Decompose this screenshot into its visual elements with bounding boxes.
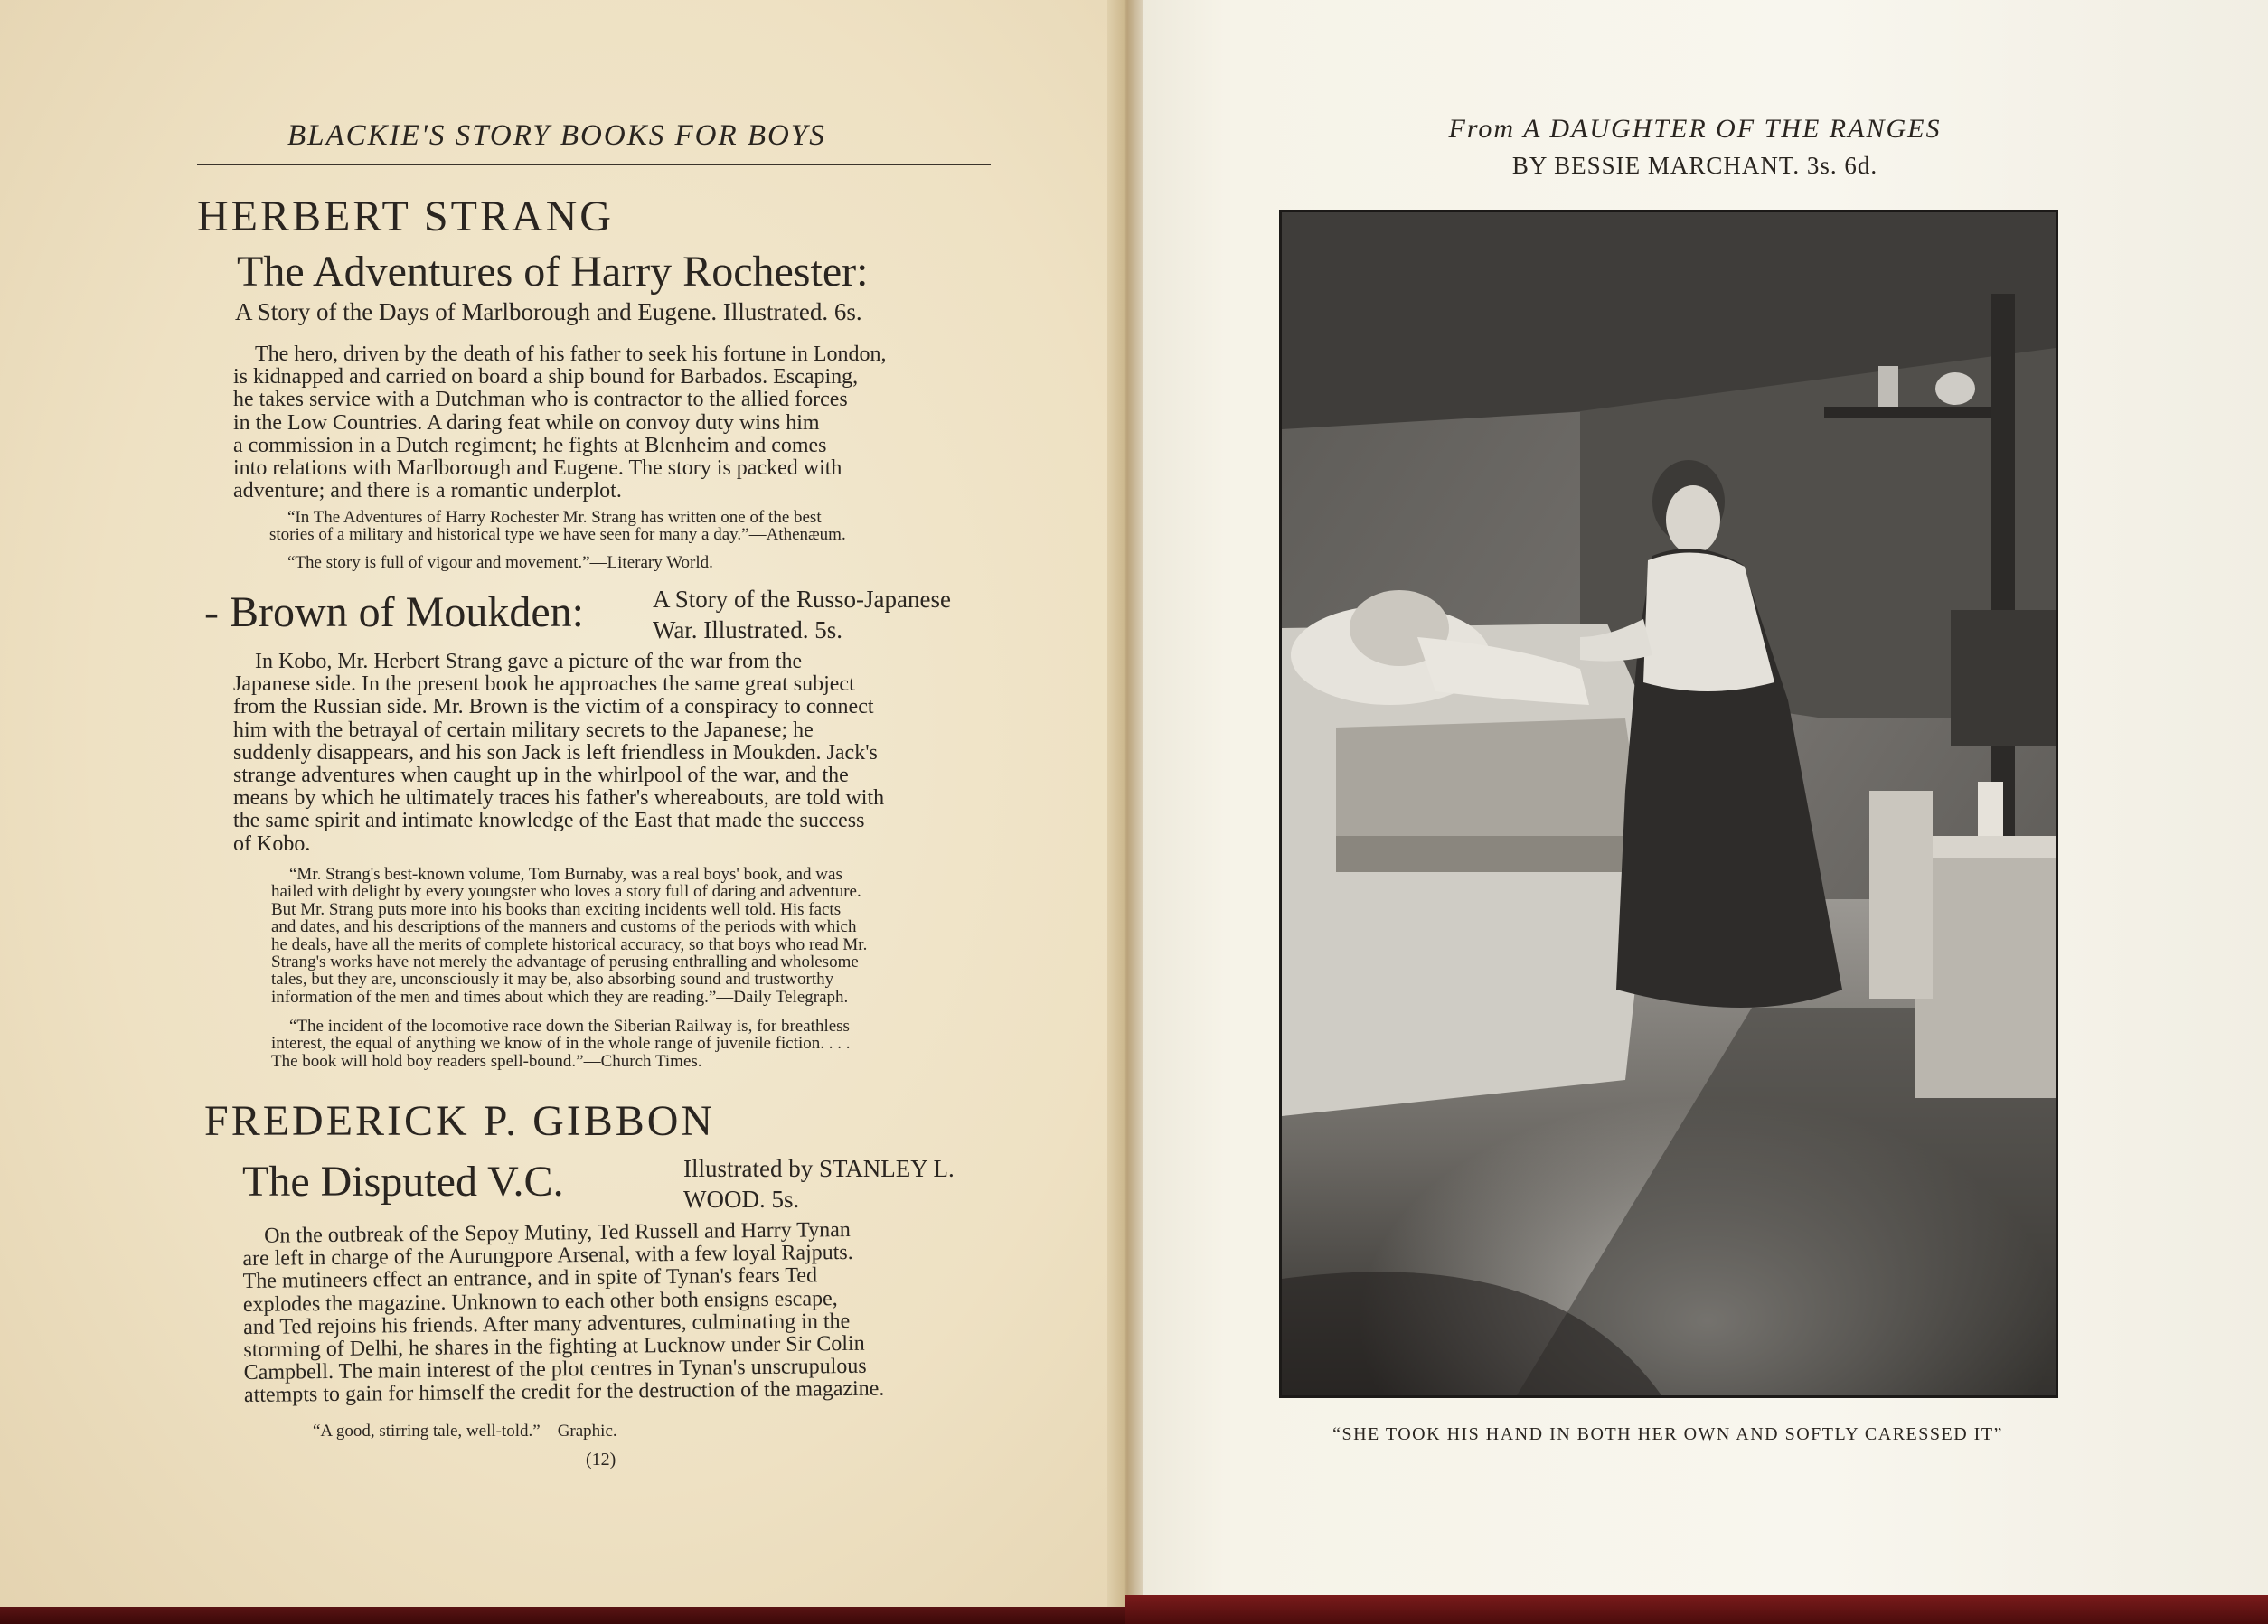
blurb-line: attempts to gain for himself the credit for the destruction of the magazine. (243, 1376, 885, 1408)
book-subtitle: WOOD. 5s. (683, 1186, 800, 1213)
review-quote (271, 866, 1000, 1006)
review-quote (269, 509, 998, 544)
book-blurb (233, 343, 996, 502)
review-line: “The incident of the locomotive race down the Siberian Railway is, for breathless (289, 1017, 850, 1036)
review-line: Strang's works have not merely the advantage of perusing enthralling and wholesome (271, 953, 859, 972)
book-subtitle: War. Illustrated. 5s. (653, 616, 843, 643)
blurb-line: Campbell. The main interest of the plot centres in Tynan's unscrupulous (243, 1354, 867, 1385)
blurb-line: he takes service with a Dutchman who is contractor to the allied forces (233, 388, 848, 412)
review-line: But Mr. Strang puts more into his books than exciting incidents well told. His facts (271, 899, 842, 919)
blurb-line: storming of Delhi, he shares in the fighting at Lucknow under Sir Colin (243, 1331, 865, 1363)
book-gutter (1107, 0, 1143, 1624)
book-blurb (242, 1217, 1003, 1407)
book-title: The Disputed V.C. (242, 1158, 564, 1206)
blurb-line: are left in charge of the Aurungpore Arsenal, with a few loyal Rajputs. (242, 1241, 853, 1272)
book-title: - Brown of Moukden: (204, 588, 584, 636)
running-head: BLACKIE'S STORY BOOKS FOR BOYS (287, 119, 826, 152)
illustration-image (1282, 212, 2056, 1395)
author-heading: HERBERT STRANG (197, 192, 614, 240)
review-line: he deals, have all the merits of complete historical accuracy, so that boys who read Mr. (271, 934, 868, 954)
review-quote: “A good, stirring tale, well-told.”—Graphic. (313, 1422, 617, 1441)
page-number: (12) (586, 1450, 616, 1469)
cover-edge-left (0, 1607, 1125, 1624)
blurb-line: of Kobo. (233, 831, 311, 856)
blurb-line: in the Low Countries. A daring feat while on convoy duty wins him (233, 410, 820, 435)
blurb-line: from the Russian side. Mr. Brown is the victim of a conspiracy to connect (233, 695, 874, 719)
review-quote (269, 554, 998, 571)
blurb-line: The mutineers effect an entrance, and in spite of Tynan's fears Ted (242, 1263, 818, 1294)
review-line: “The story is full of vigour and movement.”—Literary World. (287, 553, 713, 572)
blurb-line: suddenly disappears, and his son Jack is left friendless in Moukden. Jack's (233, 740, 878, 765)
review-line: “Mr. Strang's best-known volume, Tom Burnaby, was a real boys' book, and was (289, 865, 842, 884)
review-line: “In The Adventures of Harry Rochester Mr. Strang has written one of the best (287, 508, 822, 527)
review-quote (271, 1018, 1000, 1070)
review-line: stories of a military and historical type we have seen for many a day.”—Athenæum. (269, 525, 846, 545)
blurb-line: On the outbreak of the Sepoy Mutiny, Ted Russell and Harry Tynan (263, 1217, 851, 1248)
blurb-line: Japanese side. In the present book he approaches the same great subject (233, 672, 855, 697)
review-line: information of the men and times about which they are reading.”—Daily Telegraph. (271, 987, 849, 1007)
blurb-line: is kidnapped and carried on board a ship bound for Barbados. Escaping, (233, 365, 859, 390)
blurb-line: into relations with Marlborough and Eugene. The story is packed with (233, 456, 842, 481)
blurb-line: means by which he ultimately traces his father's whereabouts, are told with (233, 786, 885, 811)
blurb-line: explodes the magazine. Unknown to each other both ensigns escape, (242, 1286, 838, 1317)
review-line: The book will hold boy readers spell-bound.”—Church Times. (271, 1051, 702, 1071)
blurb-line: the same spirit and intimate knowledge of the East that made the success (233, 809, 865, 833)
plate-source-line: From A DAUGHTER OF THE RANGES (1448, 114, 1942, 144)
author-heading: FREDERICK P. GIBBON (204, 1097, 716, 1145)
cover-edge-right (1125, 1595, 2268, 1624)
review-line: hailed with delight by every youngster who loves a story full of daring and adventure. (271, 882, 861, 902)
blurb-line: The hero, driven by the death of his father to seek his fortune in London, (255, 343, 887, 366)
blurb-line: a commission in a Dutch regiment; he fights at Blenheim and comes (233, 433, 827, 457)
blurb-line: strange adventures when caught up in the whirlpool of the war, and the (233, 764, 849, 788)
book-subtitle: Illustrated by STANLEY L. (683, 1155, 955, 1182)
blurb-line: adventure; and there is a romantic underplot. (233, 479, 622, 503)
book-subtitle: A Story of the Days of Marlborough and Eugene. Illustrated. 6s. (235, 298, 862, 325)
review-line: and dates, and his descriptions of the manners and customs of the periods with which (271, 917, 857, 937)
illustration-caption: “SHE TOOK HIS HAND IN BOTH HER OWN AND SOFTLY CARESSED IT” (1332, 1424, 2003, 1444)
blurb-line: and Ted rejoins his friends. After many adventures, culminating in the (243, 1309, 851, 1339)
review-line: interest, the equal of anything we know of in the whole range of juvenile fiction. . . . (271, 1034, 851, 1054)
blurb-line: him with the betrayal of certain military secrets to the Japanese; he (233, 718, 814, 742)
blurb-line: In Kobo, Mr. Herbert Strang gave a picture of the war from the (255, 650, 803, 673)
book-subtitle: A Story of the Russo-Japanese (653, 586, 951, 613)
plate-author-line: BY BESSIE MARCHANT. 3s. 6d. (1511, 152, 1878, 179)
illustration-plate (1279, 210, 2058, 1398)
book-title: The Adventures of Harry Rochester: (237, 248, 869, 296)
review-line: tales, but they are, unconsciously it may be, also absorbing sound and trustworthy (271, 970, 834, 990)
header-rule (197, 164, 991, 165)
book-blurb (233, 651, 998, 856)
